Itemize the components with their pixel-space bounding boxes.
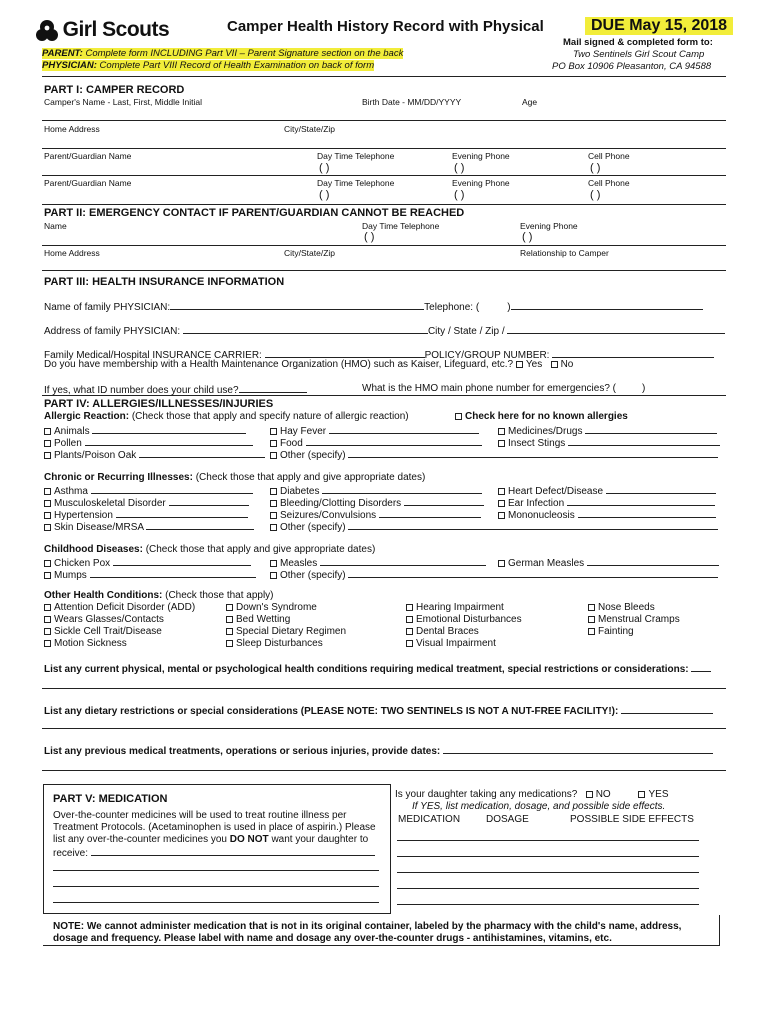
emergency-name-label: Name [44,221,67,231]
emergency-day-phone-field[interactable]: ( ) [364,231,375,243]
allergic-heading: Allergic Reaction: (Check those that apply and specify nature of allergic reaction) [44,411,409,422]
conditions-question: List any current physical, mental or psychological health conditions requiring medical treatment, special restrictions or considerations: [44,662,711,675]
other-emotional[interactable]: Emotional Disturbances [406,614,522,625]
med-no-checkbox[interactable] [586,791,593,798]
childhood-chicken-pox[interactable]: Chicken Pox [44,556,251,569]
med-line-3[interactable] [397,872,699,873]
allergy-medicines[interactable]: Medicines/Drugs [498,424,717,437]
allergy-food[interactable]: Food [270,436,482,449]
chronic-other[interactable]: Other (specify) [270,520,718,533]
home-address-label: Home Address [44,124,100,134]
otc-text-3: list any over-the-counter medicines you DO NOT want your daughter to [53,834,369,845]
form-title: Camper Health History Record with Physical [227,18,544,35]
allergy-plants[interactable]: Plants/Poison Oak [44,448,265,461]
chronic-skin[interactable]: Skin Disease/MRSA [44,520,254,533]
guardian-line-1[interactable] [42,175,726,176]
otc-field-1[interactable] [91,846,375,856]
girl-scouts-logo [34,18,169,42]
part2-title: PART II: EMERGENCY CONTACT IF PARENT/GUARDIAN CANNOT BE REACHED [44,207,465,219]
age-label: Age [522,97,538,107]
due-date: DUE May 15, 2018 [585,17,733,35]
med-line-4[interactable] [397,888,699,889]
other-braces[interactable]: Dental Braces [406,626,479,637]
physician-name-row: Name of family PHYSICIAN: Telephone: ( ) [44,300,703,313]
other-heading: Other Health Conditions: (Check those that apply) [44,590,274,601]
med-line-5[interactable] [397,904,699,905]
if-yes-note: If YES, list medication, dosage, and possible side effects. [412,801,666,812]
header-divider [42,76,726,77]
other-glasses[interactable]: Wears Glasses/Contacts [44,614,164,625]
previous-line[interactable] [42,770,726,771]
evening-phone-field-1[interactable]: ( ) [454,162,465,174]
emergency-address-label: Home Address [44,248,100,258]
cell-phone-field-1[interactable]: ( ) [590,162,601,174]
camper-name-line[interactable] [42,120,726,121]
policy-number-field[interactable] [552,348,714,358]
emergency-name-line[interactable] [42,245,726,246]
camper-name-label: Camper's Name - Last, First, Middle Initial [44,97,202,107]
cell-phone-field-2[interactable]: ( ) [590,189,601,201]
emergency-evening-phone-field[interactable]: ( ) [522,231,533,243]
allergy-animals[interactable]: Animals [44,424,246,437]
chronic-heading: Chronic or Recurring Illnesses: (Check those that apply and give appropriate dates) [44,472,426,483]
day-phone-label-2: Day Time Telephone [317,178,395,188]
other-fainting[interactable]: Fainting [588,626,634,637]
relationship-label: Relationship to Camper [520,248,609,258]
hmo-no-checkbox[interactable] [551,361,558,368]
hmo-question-row: Do you have membership with a Health Maintenance Organization (HMO) such as Kaiser, Lifeguard, etc.? Yes No [44,359,574,370]
evening-phone-field-2[interactable]: ( ) [454,189,465,201]
conditions-line[interactable] [42,688,726,689]
otc-line-2[interactable] [53,870,379,871]
guardian-name-label-2: Parent/Guardian Name [44,178,132,188]
med-line-2[interactable] [397,856,699,857]
otc-text-4: receive: [53,846,375,859]
hmo-id-field[interactable] [239,383,307,393]
childhood-heading: Childhood Diseases: (Check those that apply and give appropriate dates) [44,544,376,555]
guardian-line-2[interactable] [42,204,726,205]
hmo-id-row: If yes, what ID number does your child use? [44,383,307,396]
city-state-zip-label: City/State/Zip [284,124,336,134]
chronic-ear[interactable]: Ear Infection [498,496,715,509]
day-phone-field-1[interactable]: ( ) [319,162,330,174]
part4-divider [42,395,726,396]
trefoil-icon [34,18,60,42]
otc-line-3[interactable] [53,886,379,887]
otc-text-1: Over-the-counter medicines will be used to treat routine illness per [53,810,347,821]
hmo-yes-checkbox[interactable] [516,361,523,368]
col-dosage: DOSAGE [486,814,529,825]
mail-line-1: Two Sentinels Girl Scout Camp [573,49,705,60]
guardian-name-label-1: Parent/Guardian Name [44,151,132,161]
evening-phone-label-2: Evening Phone [452,178,510,188]
other-bed-wetting[interactable]: Bed Wetting [226,614,290,625]
home-address-line[interactable] [42,148,726,149]
col-medication: MEDICATION [398,814,461,825]
cell-phone-label-2: Cell Phone [588,178,630,188]
allergy-pollen[interactable]: Pollen [44,436,253,449]
chronic-heart[interactable]: Heart Defect/Disease [498,484,716,497]
physician-address-row: Address of family PHYSICIAN: City / State / Zip / [44,324,725,337]
part1-title: PART I: CAMPER RECORD [44,84,185,96]
other-downs[interactable]: Down's Syndrome [226,602,317,613]
no-known-allergies[interactable]: Check here for no known allergies [455,411,628,422]
hmo-phone-row: What is the HMO main phone number for emergencies? ( ) [362,383,646,394]
part3-title: PART III: HEALTH INSURANCE INFORMATION [44,276,285,288]
other-visual[interactable]: Visual Impairment [406,638,496,649]
emergency-address-line[interactable] [42,270,726,271]
note-line-2: dosage and frequency. Please label with name and dosage any over-the-counter drugs - antihistamines, vitamins, etc. [53,933,612,944]
dietary-line[interactable] [42,728,726,729]
physician-name-field[interactable] [170,300,424,310]
chronic-diabetes[interactable]: Diabetes [270,484,482,497]
part5-title: PART V: MEDICATION [53,793,168,805]
physician-instructions: PHYSICIAN: Complete Part VIII Record of Health Examination on back of form [42,60,375,71]
chronic-mono[interactable]: Mononucleosis [498,508,716,521]
parent-instructions: PARENT: Complete form INCLUDING Part VII – Parent Signature section on the back [42,48,404,59]
insurance-carrier-field[interactable] [265,348,425,358]
other-sleep[interactable]: Sleep Disturbances [226,638,323,649]
otc-text-2: Treatment Protocols. (Acetaminophen is used in place of aspirin.) Please [53,822,376,833]
allergy-insect[interactable]: Insect Stings [498,436,720,449]
physician-address-field[interactable] [183,324,428,334]
chronic-hypertension[interactable]: Hypertension [44,508,248,521]
chronic-asthma[interactable]: Asthma [44,484,253,497]
dietary-question: List any dietary restrictions or special considerations (PLEASE NOTE: TWO SENTINELS IS NOT A NUT-FREE FACILITY!): [44,704,713,717]
emergency-evening-phone-label: Evening Phone [520,221,578,231]
col-side-effects: POSSIBLE SIDE EFFECTS [570,814,694,825]
physician-phone-field[interactable] [511,300,703,310]
med-question: Is your daughter taking any medications? NO YES [395,789,669,800]
emergency-day-phone-label: Day Time Telephone [362,221,440,231]
insurance-carrier-row: Family Medical/Hospital INSURANCE CARRIER: POLICY/GROUP NUMBER: [44,348,714,361]
day-phone-label-1: Day Time Telephone [317,151,395,161]
childhood-measles[interactable]: Measles [270,556,486,569]
other-nose-bleeds[interactable]: Nose Bleeds [588,602,655,613]
med-line-1[interactable] [397,840,699,841]
part4-title: PART IV: ALLERGIES/ILLNESSES/INJURIES [44,398,274,410]
childhood-mumps[interactable]: Mumps [44,568,256,581]
no-known-allergies-checkbox[interactable] [455,413,462,420]
allergy-other[interactable]: Other (specify) [270,448,718,461]
other-motion[interactable]: Motion Sickness [44,638,127,649]
evening-phone-label-1: Evening Phone [452,151,510,161]
day-phone-field-2[interactable]: ( ) [319,189,330,201]
otc-line-4[interactable] [53,902,379,903]
other-dietary[interactable]: Special Dietary Regimen [226,626,346,637]
childhood-german-measles[interactable]: German Measles [498,556,719,569]
other-sickle-cell[interactable]: Sickle Cell Trait/Disease [44,626,162,637]
chronic-seizures[interactable]: Seizures/Convulsions [270,508,481,521]
mail-line-2: PO Box 10906 Pleasanton, CA 94588 [552,61,712,72]
other-menstrual[interactable]: Menstrual Cramps [588,614,680,625]
previous-question: List any previous medical treatments, operations or serious injuries, provide dates: [44,744,713,757]
cell-phone-label-1: Cell Phone [588,151,630,161]
note-line-1: NOTE: We cannot administer medication that is not in its original container, labeled by the pharmacy with the child's name, address, [53,921,682,932]
other-add[interactable]: Attention Deficit Disorder (ADD) [44,602,195,613]
chronic-bleeding[interactable]: Bleeding/Clotting Disorders [270,496,484,509]
mail-title: Mail signed & completed form to: [563,37,713,48]
chronic-musculoskeletal[interactable]: Musculoskeletal Disorder [44,496,249,509]
allergy-hay-fever[interactable]: Hay Fever [270,424,479,437]
birth-date-label: Birth Date - MM/DD/YYYY [362,97,462,107]
logo-text: Girl Scouts [62,18,170,41]
other-hearing[interactable]: Hearing Impairment [406,602,504,613]
emergency-city-label: City/State/Zip [284,248,336,258]
med-yes-checkbox[interactable] [638,791,645,798]
physician-city-field[interactable] [507,324,725,334]
childhood-other[interactable]: Other (specify) [270,568,718,581]
